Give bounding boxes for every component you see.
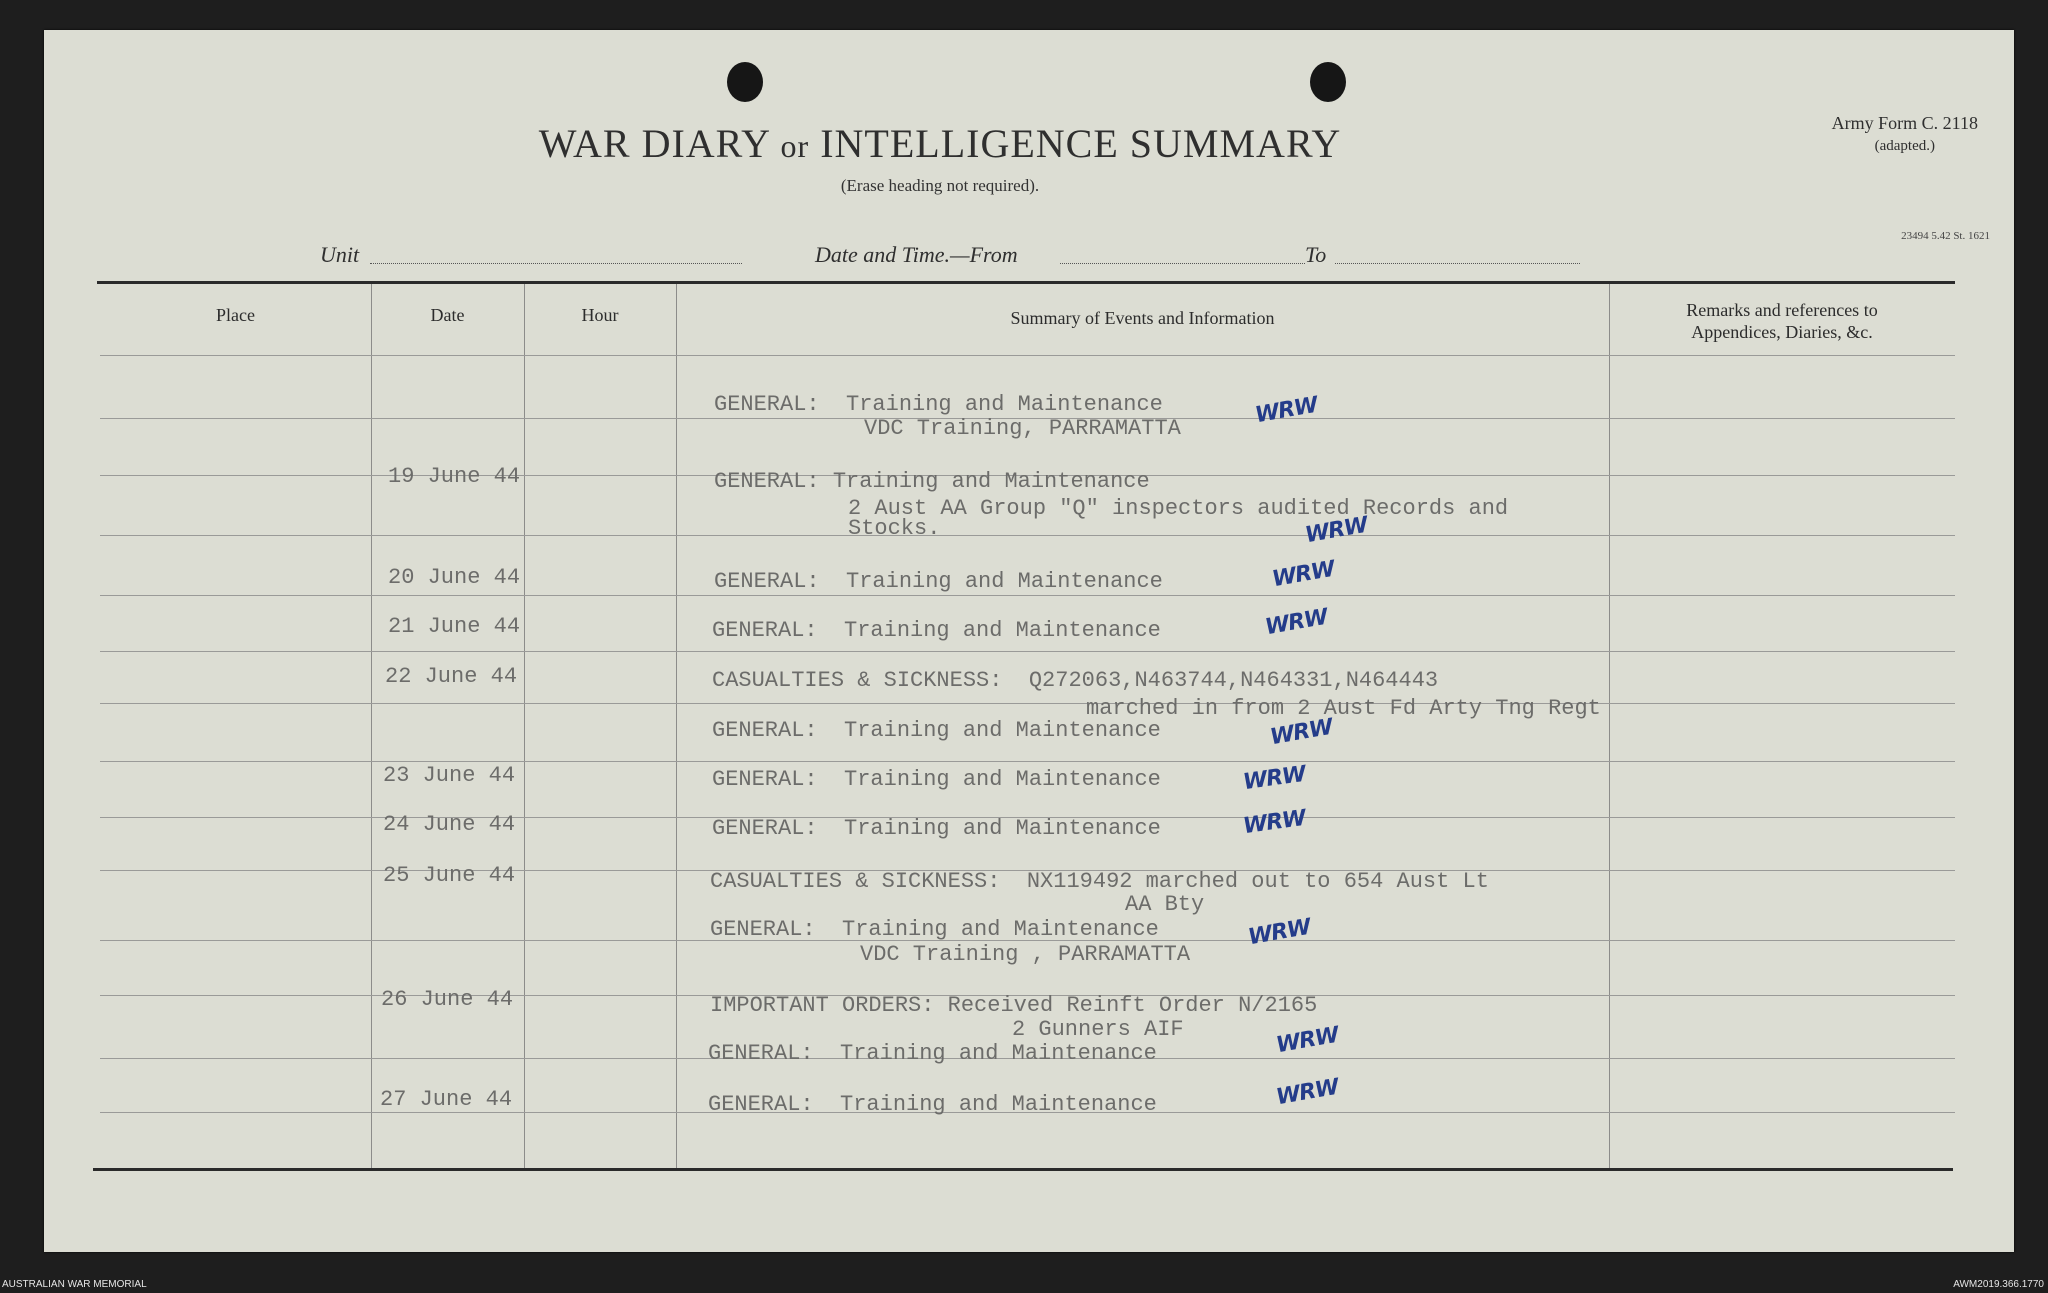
- table-bottom-border: [93, 1168, 1953, 1171]
- col-divider-summary: [1609, 284, 1610, 1168]
- entry-date: 19 June 44: [388, 464, 521, 489]
- print-code: 23494 5.42 St. 1621: [1901, 230, 1990, 242]
- title-subtitle: (Erase heading not required).: [840, 176, 1040, 195]
- initials-signature: WRW: [1303, 512, 1370, 549]
- initials-signature: WRW: [1263, 604, 1330, 641]
- entry-text: GENERAL: Training and Maintenance: [714, 569, 1163, 594]
- to-label: To: [1305, 242, 1327, 267]
- col-divider-date: [524, 284, 525, 1168]
- ruled-line: [100, 595, 1955, 596]
- col-header-place: Place: [216, 305, 255, 325]
- entry-text: GENERAL: Training and Maintenance: [708, 1041, 1157, 1066]
- entry-text: IMPORTANT ORDERS: Received Reinft Order N/2165: [710, 993, 1318, 1018]
- entry-text: VDC Training, PARRAMATTA: [864, 416, 1181, 441]
- punch-hole-left: [727, 62, 763, 102]
- initials-signature: WRW: [1253, 392, 1320, 429]
- entry-text: Stocks.: [848, 516, 941, 541]
- initials-signature: WRW: [1268, 714, 1335, 751]
- entry-date: 26 June 44: [381, 987, 514, 1012]
- entry-text: GENERAL: Training and Maintenance: [714, 392, 1163, 417]
- ruled-line: [100, 761, 1955, 762]
- ruled-line: [100, 535, 1955, 536]
- title-or: or: [780, 128, 810, 164]
- entry-date: 20 June 44: [388, 565, 521, 590]
- entry-text: GENERAL: Training and Maintenance: [712, 618, 1161, 643]
- entry-text: GENERAL: Training and Maintenance: [714, 469, 1150, 494]
- col-header-hour: Hour: [581, 305, 619, 325]
- remarks-line-1: Remarks and references to: [1686, 300, 1878, 320]
- unit-label: Unit: [320, 242, 360, 267]
- footer-credit: AUSTRALIAN WAR MEMORIAL: [2, 1279, 147, 1290]
- entry-date: 27 June 44: [380, 1087, 513, 1112]
- entry-date: 24 June 44: [383, 812, 516, 837]
- entry-text: VDC Training , PARRAMATTA: [860, 942, 1191, 967]
- col-header-remarks: [1609, 300, 1955, 343]
- entry-text: GENERAL: Training and Maintenance: [712, 767, 1161, 792]
- ruled-line: [100, 651, 1955, 652]
- entry-text: marched in from 2 Aust Fd Arty Tng Regt: [1086, 696, 1601, 721]
- initials-signature: WRW: [1241, 761, 1307, 796]
- col-divider-place: [371, 284, 372, 1168]
- to-field: [1335, 262, 1580, 264]
- entry-date: 21 June 44: [388, 614, 521, 639]
- col-header-summary: Summary of Events and Information: [1010, 308, 1275, 328]
- entry-text: GENERAL: Training and Maintenance: [712, 718, 1161, 743]
- date-from-field: [1060, 262, 1305, 264]
- table-top-border: [97, 281, 1955, 284]
- punch-hole-right: [1310, 62, 1346, 102]
- form-reference: [1832, 110, 1978, 158]
- initials-signature: WRW: [1270, 556, 1337, 593]
- entry-date: 23 June 44: [383, 763, 516, 788]
- initials-signature: WRW: [1274, 1074, 1341, 1111]
- ruled-line: [100, 703, 1955, 704]
- ruled-line: [100, 355, 1955, 356]
- unit-field: [370, 262, 742, 264]
- form-adapted: (adapted.): [1874, 138, 1936, 155]
- col-header-date: Date: [430, 305, 465, 325]
- entry-text: CASUALTIES & SICKNESS: NX119492 marched out to 654 Aust Lt: [710, 869, 1489, 894]
- footer-accession: AWM2019.366.1770: [1953, 1279, 2044, 1290]
- page-title: [440, 120, 1440, 167]
- entry-text: 2 Aust AA Group "Q" inspectors audited Records and: [848, 496, 1509, 521]
- title-main: WAR DIARY: [538, 121, 770, 166]
- initials-signature: WRW: [1241, 805, 1307, 840]
- entry-text: GENERAL: Training and Maintenance: [710, 917, 1159, 942]
- entry-text: GENERAL: Training and Maintenance: [708, 1092, 1157, 1117]
- entry-text: AA Bty: [1125, 892, 1205, 917]
- entry-text: 2 Gunners AIF: [1012, 1017, 1184, 1042]
- entry-date: 22 June 44: [385, 664, 518, 689]
- initials-signature: WRW: [1246, 914, 1313, 951]
- entry-text: GENERAL: Training and Maintenance: [712, 816, 1161, 841]
- remarks-line-2: Appendices, Diaries, &c.: [1691, 321, 1873, 342]
- initials-signature: WRW: [1274, 1022, 1341, 1059]
- col-divider-hour: [676, 284, 677, 1168]
- entry-date: 25 June 44: [383, 863, 516, 888]
- title-rest: INTELLIGENCE SUMMARY: [820, 121, 1342, 166]
- form-number: Army Form C. 2118: [1831, 113, 1978, 133]
- entry-text: CASUALTIES & SICKNESS: Q272063,N463744,N464331,N464443: [712, 668, 1439, 693]
- date-from-label: Date and Time.—From: [815, 242, 1018, 267]
